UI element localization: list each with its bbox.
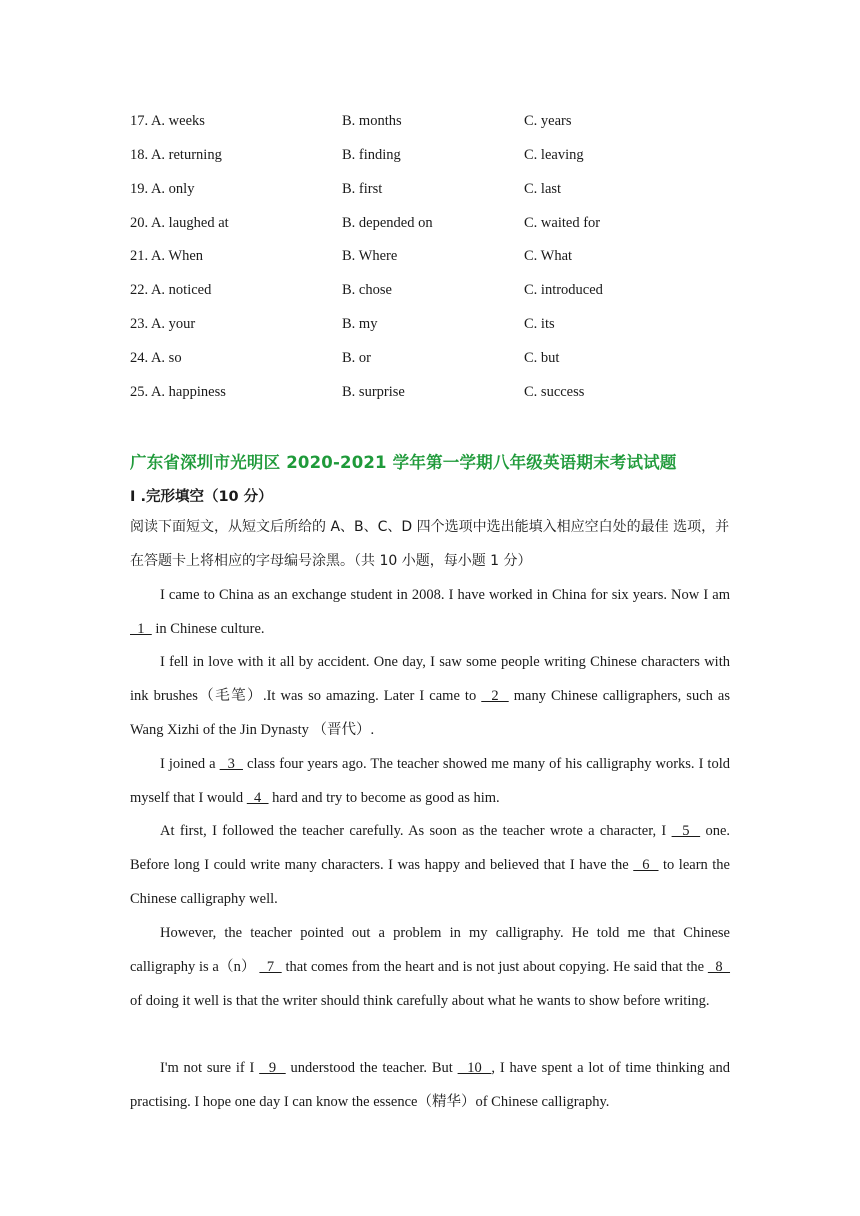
option-b: B. or <box>342 350 371 366</box>
option-row <box>130 350 730 374</box>
option-row <box>130 147 730 171</box>
blank-10: 10 <box>457 1060 492 1076</box>
option-b: B. Where <box>342 248 398 264</box>
option-a: 20. A. laughed at <box>130 215 229 231</box>
option-a: 19. A. only <box>130 181 195 197</box>
option-a: 18. A. returning <box>130 147 222 163</box>
option-a: 23. A. your <box>130 316 196 332</box>
option-c: C. What <box>524 248 573 264</box>
option-b: B. surprise <box>342 384 405 400</box>
option-a: 22. A. noticed <box>130 282 212 298</box>
passage-paragraph: At first, I followed the teacher carefully. As soon as the teacher wrote a character, I 5 one. Before long I could write many characters. I was happy and believed that I have the 6 to learn the Chinese calligraphy well. <box>130 823 731 907</box>
option-row <box>130 282 730 306</box>
instructions: 阅读下面短文，从短文后所给的 A、B、C、D 四个选项中选出能填入相应空白处的最佳 选项，并在答题卡上将相应的字母编号涂黑。（共 10 小题，每小题 1 分） <box>130 519 730 569</box>
passage-paragraph: I joined a 3 class four years ago. The teacher showed me many of his calligraphy works. I told myself that I would 4 hard and try to become as good as him. <box>130 756 730 806</box>
option-c: C. years <box>524 113 572 129</box>
blank-7: 7 <box>259 959 282 975</box>
passage-paragraph: I came to China as an exchange student in 2008. I have worked in China for six years. Now I am 1 in Chinese culture. <box>130 587 730 637</box>
blank-3: 3 <box>219 756 243 772</box>
blank-9: 9 <box>259 1060 286 1076</box>
blank-1: 1 <box>130 621 152 637</box>
option-row <box>130 113 730 137</box>
option-c: C. its <box>524 316 555 332</box>
option-b: B. depended on <box>342 215 433 231</box>
blank-4: 4 <box>246 790 269 806</box>
option-a: 25. A. happiness <box>130 384 226 400</box>
option-b: B. months <box>342 113 402 129</box>
option-row <box>130 316 730 340</box>
option-b: B. my <box>342 316 378 332</box>
passage-paragraph: However, the teacher pointed out a problem in my calligraphy. He told me that Chinese calligraphy is a（n） 7 that comes from the heart and is not just about copying. He said that the 8 of doing it well is that the writer should think carefully about what he wants to show before writing. <box>130 925 731 1009</box>
option-a: 17. A. weeks <box>130 113 205 129</box>
blank-5: 5 <box>671 823 701 839</box>
option-c: C. waited for <box>524 215 601 231</box>
option-b: B. chose <box>342 282 392 298</box>
option-c: C. introduced <box>524 282 603 298</box>
passage-paragraph: I'm not sure if I 9 understood the teacher. But 10 , I have spent a lot of time thinking and practising. I hope one day I can know the essence（精华）of Chinese calligraphy. <box>130 1060 731 1110</box>
option-c: C. but <box>524 350 560 366</box>
option-row <box>130 181 730 205</box>
option-b: B. first <box>342 181 383 197</box>
option-a: 21. A. When <box>130 248 204 264</box>
blank-6: 6 <box>633 857 659 873</box>
option-row <box>130 215 730 239</box>
passage-paragraph: I fell in love with it all by accident. One day, I saw some people writing Chinese characters with ink brushes（毛笔）.It was so amazing. Later I came to 2 many Chinese calligraphers, such as Wang Xizhi of the Jin Dynasty （晋代）. <box>130 654 731 738</box>
option-b: B. finding <box>342 147 401 163</box>
section-heading: I .完形填空（10 分） <box>130 489 273 505</box>
option-c: C. last <box>524 181 562 197</box>
blank-2: 2 <box>481 688 509 704</box>
option-row <box>130 384 730 408</box>
option-c: C. success <box>524 384 585 400</box>
exam-title: 广东省深圳市光明区 2020-2021 学年第一学期八年级英语期末考试试题 <box>130 453 677 472</box>
option-c: C. leaving <box>524 147 584 163</box>
option-row <box>130 248 730 272</box>
blank-8: 8 <box>707 959 731 975</box>
option-a: 24. A. so <box>130 350 182 366</box>
